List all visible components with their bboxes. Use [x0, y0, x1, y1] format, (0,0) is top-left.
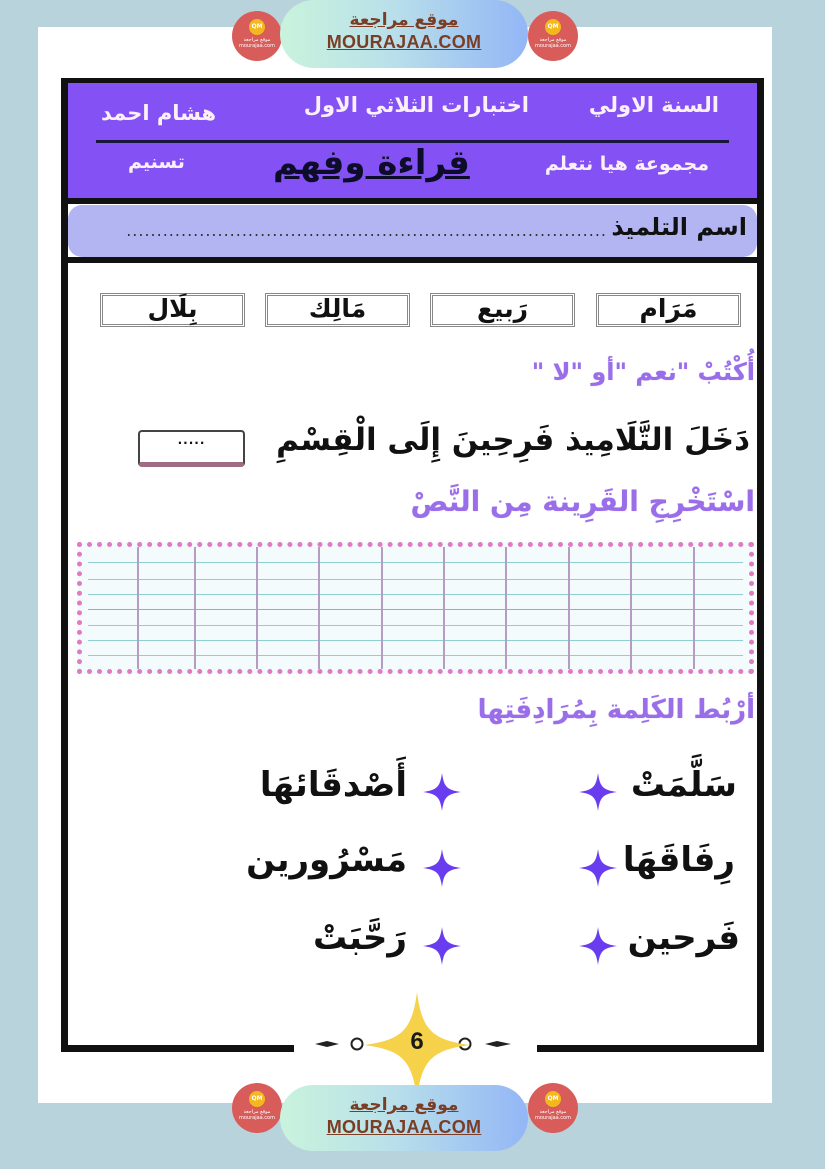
star-bullet-icon[interactable]: [578, 926, 618, 966]
match-word-left: فَرحين: [627, 918, 740, 958]
watermark-latin[interactable]: MOURAJAA.COM: [326, 1117, 482, 1137]
character-card: رَبيع: [430, 293, 575, 327]
watermark-logo-right: [528, 1083, 578, 1133]
grid-line: [88, 594, 743, 595]
watermark-logo-right: [528, 11, 578, 61]
watermark-arabic: موقع مراجعة: [349, 1095, 459, 1115]
grid-column-line: [443, 547, 445, 669]
student-name-input[interactable]: ...............................................................................: [126, 221, 607, 240]
match-word-left: سَلَّمَتْ: [630, 765, 737, 805]
grid-line: [88, 579, 743, 580]
character-card: مَالِك: [265, 293, 410, 327]
frame-border-bottom-left: [61, 1045, 294, 1052]
grade-label: السنة الاولي: [588, 93, 719, 117]
header-bottom-border: [61, 198, 764, 204]
logo-caption: موقع مراجعة mourajaa.com: [534, 1109, 571, 1121]
frame-border-left: [61, 78, 68, 1052]
logo-caption: موقع مراجعة mourajaa.com: [238, 1109, 275, 1121]
watermark-banner-bottom[interactable]: [280, 1085, 528, 1151]
student-name-label: اسم التلميذ: [611, 213, 747, 241]
logo-caption: موقع مراجعة mourajaa.com: [534, 37, 571, 49]
watermark-banner-top[interactable]: [280, 0, 528, 68]
frame-border-right: [757, 78, 764, 1052]
character-card: بِلَال: [100, 293, 245, 327]
grid-line: [88, 609, 743, 610]
name-bottom-border: [61, 257, 764, 263]
grid-column-line: [256, 547, 258, 669]
instruction-yes-no: أُكْتُبْ "نعم "أو "لا ": [531, 358, 755, 386]
grid-line: [88, 640, 743, 641]
grid-line: [88, 655, 743, 656]
teacher-name: هشام احمد: [101, 101, 217, 125]
character-card: مَرَام: [596, 293, 741, 327]
exam-label: اختبارات الثلاثي الاول: [303, 93, 529, 117]
grid-column-line: [194, 547, 196, 669]
watermark-latin[interactable]: MOURAJAA.COM: [326, 32, 482, 52]
grid-column-line: [568, 547, 570, 669]
statement-sentence: دَخَلَ التَّلَامِيذ فَرِحِينَ إِلَى الْقِسْمِ: [276, 422, 750, 458]
match-word-left: رِفَاقَهَا: [622, 840, 735, 880]
logo-mark-icon: QM: [249, 1091, 265, 1107]
star-bullet-icon[interactable]: [422, 772, 462, 812]
grid-column-line: [630, 547, 632, 669]
watermark-logo-left: [232, 1083, 282, 1133]
instruction-extract-clue: اسْتَخْرِجِ القَرِينة مِن النَّصْ: [410, 485, 755, 518]
watermark-logo-left: [232, 11, 282, 61]
watermark-arabic: موقع مراجعة: [349, 10, 459, 30]
logo-mark-icon: QM: [249, 19, 265, 35]
grid-column-line: [318, 547, 320, 669]
yes-no-answer-box[interactable]: .....: [138, 430, 245, 467]
grid-column-line: [693, 547, 695, 669]
match-word-right: مَسْرُورين: [246, 840, 407, 880]
logo-mark-icon: QM: [545, 1091, 561, 1107]
star-bullet-icon[interactable]: [578, 772, 618, 812]
grid-line: [88, 562, 743, 563]
star-bullet-icon[interactable]: [422, 848, 462, 888]
star-bullet-icon[interactable]: [578, 848, 618, 888]
match-word-right: أَصْدقَائهَا: [259, 765, 407, 805]
grid-column-line: [381, 547, 383, 669]
student-label: تسنيم: [128, 151, 185, 173]
frame-border-bottom-right: [537, 1045, 764, 1052]
match-word-right: رَحَّبَتْ: [313, 918, 407, 958]
instruction-match-synonyms: أرْبُط الكَلِمة بِمُرَادِفَتِها: [477, 695, 755, 725]
page-number: 6: [410, 1028, 424, 1055]
student-name-field[interactable]: [68, 205, 757, 257]
grid-column-line: [505, 547, 507, 669]
grid-column-line: [137, 547, 139, 669]
writing-grid[interactable]: [77, 542, 754, 674]
logo-caption: موقع مراجعة mourajaa.com: [238, 37, 275, 49]
worksheet-header: [68, 83, 757, 198]
group-label: مجموعة هيا نتعلم: [544, 153, 709, 175]
star-bullet-icon[interactable]: [422, 926, 462, 966]
page-number-badge: [362, 990, 472, 1100]
logo-mark-icon: QM: [545, 19, 561, 35]
page-title: قراءة وفهم: [273, 143, 470, 183]
grid-line: [88, 625, 743, 626]
